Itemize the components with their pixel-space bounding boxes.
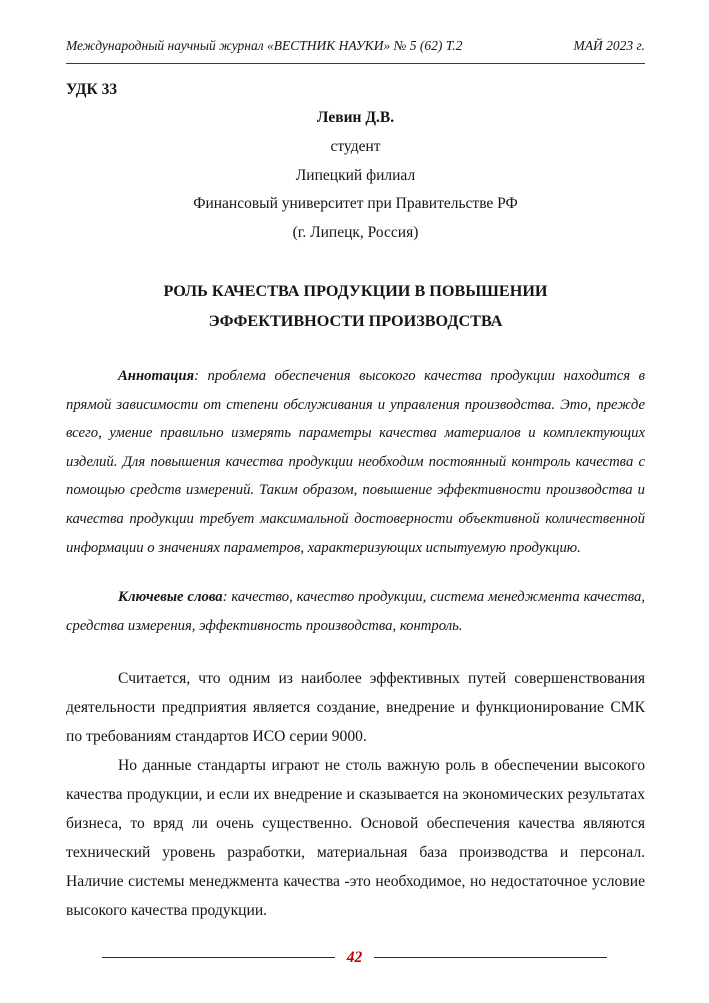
keywords-label: Ключевые слова: [118, 589, 223, 606]
body-paragraph: Но данные стандарты играют не столь важную роль в обеспечении высокого качества продукции, и если их внедрение и сказывается на экономических результатах бизнеса, то вряд ли очень существенно. Основой обеспечения качества являются технический уровень разработки, материальная база производства и персонал. Наличие системы менеджмента качества -это необходимое, но недостаточное условие высокого качества продукции.: [66, 757, 645, 920]
author-role: студент: [330, 137, 381, 155]
running-header: [66, 38, 645, 54]
author-location: (г. Липецк, Россия): [292, 224, 419, 242]
article-title-line-2: ЭФФЕКТИВНОСТИ ПРОИЗВОДСТВА: [208, 311, 503, 330]
author-affiliation-university: Финансовый университет при Правительстве РФ: [193, 195, 518, 213]
article-title: [66, 276, 645, 336]
page-footer: [102, 949, 607, 967]
journal-title: Международный научный журнал «ВЕСТНИК НАУКИ» № 5 (62) Т.2: [66, 38, 463, 53]
header-rule: [66, 63, 645, 64]
author-block: [66, 104, 645, 248]
abstract-paragraph: [66, 362, 645, 562]
author-name: Левин Д.В.: [316, 109, 395, 126]
keywords-paragraph: [66, 583, 645, 640]
page-number: 42: [346, 949, 363, 966]
issue-date: МАЙ 2023 г.: [573, 38, 645, 53]
footer-rule-left: [102, 956, 335, 958]
keywords-text: : качество, качество продукции, система менеджмента качества, средства измерения, эффективность производства, контроль.: [66, 589, 646, 634]
author-affiliation-branch: Липецкий филиал: [295, 166, 416, 184]
abstract-label: Аннотация: [118, 367, 195, 384]
footer-rule-right: [374, 956, 607, 958]
article-title-line-1: РОЛЬ КАЧЕСТВА ПРОДУКЦИИ В ПОВЫШЕНИИ: [163, 281, 548, 300]
article-body: [66, 664, 645, 925]
body-paragraph: Считается, что одним из наиболее эффективных путей совершенствования деятельности предприятия является создание, внедрение и функционирование СМК по требованиям стандартов ИСО серии 9000.: [66, 670, 645, 746]
udc-code: УДК 33: [66, 81, 118, 98]
abstract-text: : проблема обеспечения высокого качества продукции находится в прямой зависимости от степени обслуживания и управления производства. Это, прежде всего, умение правильно измерять параметры качества материалов и комплектующих изделий. Для повышения качества продукции необходим постоянный контроль качества с помощью средств измерений. Таким образом, повышение эффективности производства и качества продукции требует максимальной достоверности объективной количественной информации о значениях параметров, характеризующих испытуемую продукцию.: [66, 367, 645, 556]
